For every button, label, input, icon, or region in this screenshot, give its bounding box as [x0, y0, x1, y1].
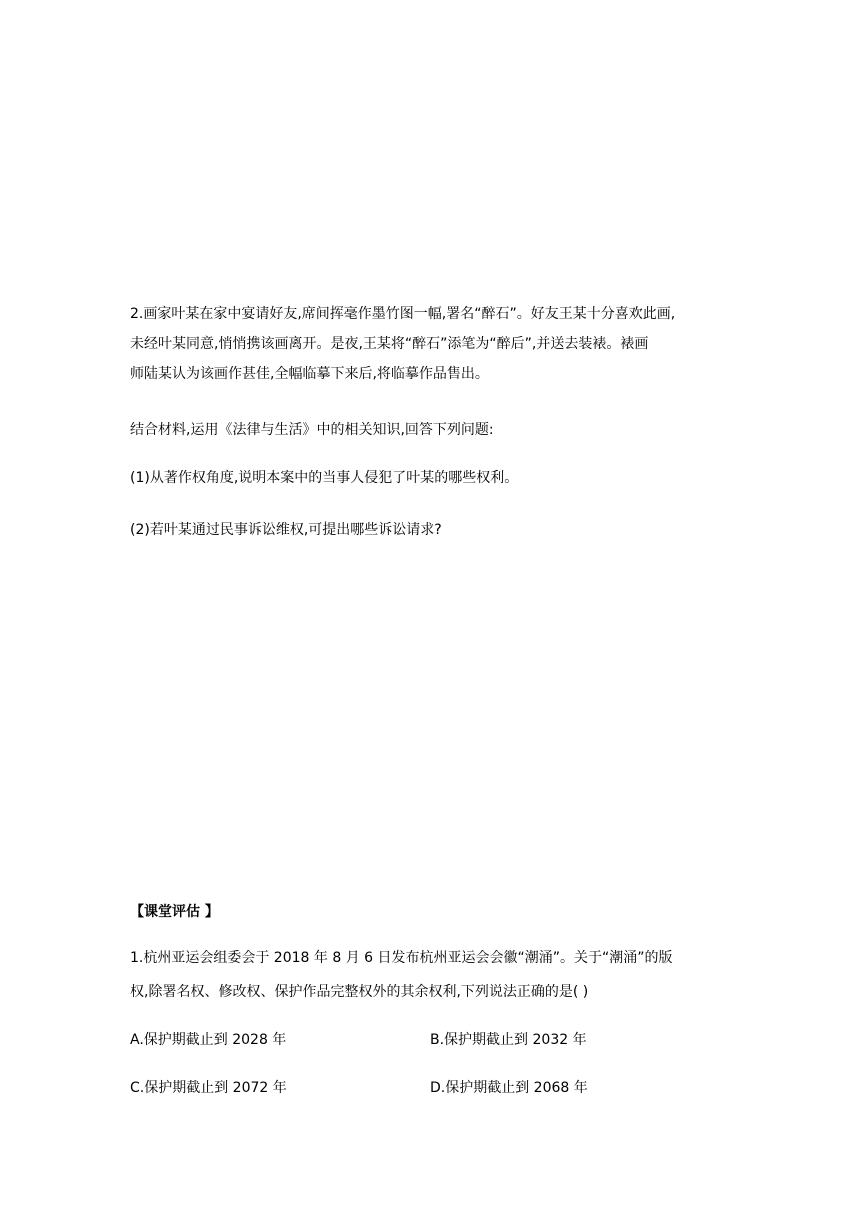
assessment-heading: 【课堂评估 】 — [130, 904, 219, 920]
option-b: B.保护期截止到 2032 年 — [430, 1032, 587, 1048]
question-2-line-3: 师陆某认为该画作甚佳,全幅临摹下来后,将临摹作品售出。 — [130, 366, 489, 382]
assessment-question-1-line-2: 权,除署名权、修改权、保护作品完整权外的其余权利,下列说法正确的是( ) — [130, 984, 589, 1000]
question-2-sub-question-2: (2)若叶某通过民事诉讼维权,可提出哪些诉讼请求? — [130, 522, 442, 538]
assessment-question-1-line-1: 1.杭州亚运会组委会于 2018 年 8 月 6 日发布杭州亚运会会徽“潮涌”。关于“潮涌”的版 — [130, 950, 673, 966]
option-c: C.保护期截止到 2072 年 — [130, 1080, 287, 1096]
option-a: A.保护期截止到 2028 年 — [130, 1032, 287, 1048]
question-2-line-1: 2.画家叶某在家中宴请好友,席间挥毫作墨竹图一幅,署名“醉石”。好友王某十分喜欢此画, — [130, 306, 676, 322]
question-2-sub-question-1: (1)从著作权角度,说明本案中的当事人侵犯了叶某的哪些权利。 — [130, 470, 519, 486]
question-2-instruction: 结合材料,运用《法律与生活》中的相关知识,回答下列问题: — [130, 422, 494, 438]
question-2-line-2: 未经叶某同意,悄悄携该画离开。是夜,王某将“醉石”添笔为“醉后”,并送去装裱。裱画 — [130, 336, 649, 352]
option-d: D.保护期截止到 2068 年 — [430, 1080, 588, 1096]
